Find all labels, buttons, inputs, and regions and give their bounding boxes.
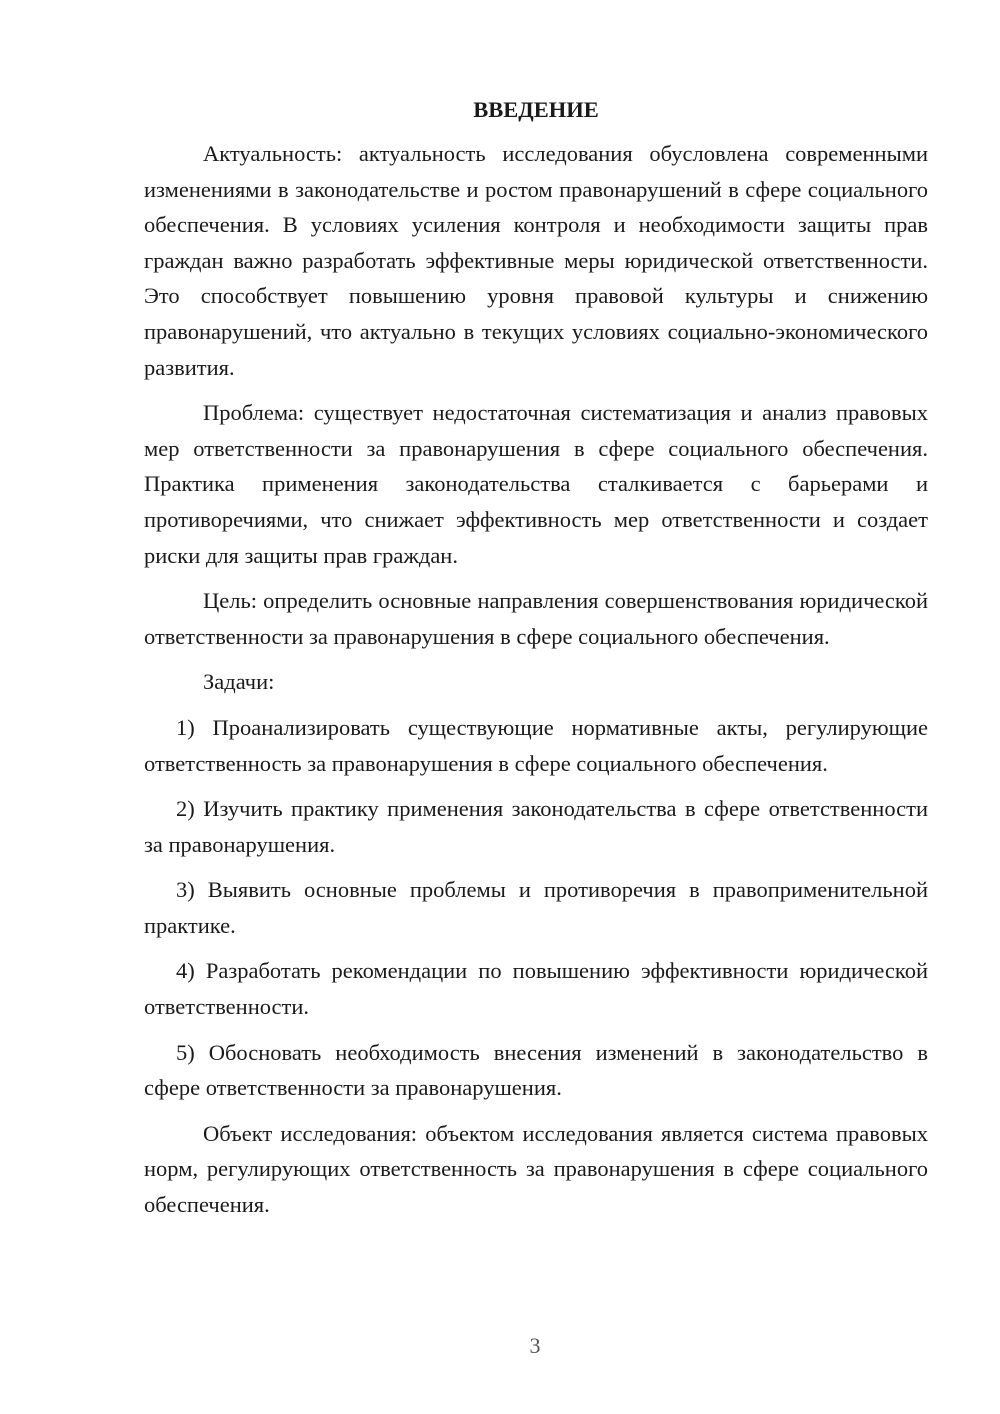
task-item-2: 2) Изучить практику применения законодательства в сфере ответственности за правонарушения. <box>144 796 928 857</box>
page-number: 3 <box>529 1333 541 1358</box>
task-item-1: 1) Проанализировать существующие нормативные акты, регулирующие ответственность за правонарушения в сфере социального обеспечения. <box>144 714 928 776</box>
relevance-paragraph: Актуальность: актуальность исследования обусловлена современными изменениями в законодательстве и ростом правонарушений в сфере социального обеспечения. В условиях усиления контроля и необходимости защиты прав граждан важно разработать эффективные меры юридической ответственности. Это способствует повышению уровня правовой культуры и снижению правонарушений, что актуально в текущих условиях социально-экономического развития. <box>144 141 928 380</box>
task-item-5: 5) Обосновать необходимость внесения изменений в законодательство в сфере ответственности за правонарушения. <box>144 1039 928 1101</box>
problem-paragraph: Проблема: существует недостаточная систематизация и анализ правовых мер ответственности за правонарушения в сфере социального обеспечения. Практика применения законодательства сталкивается с барьерами и противоречиями, что снижает эффективность мер ответственности и создает риски для защиты прав граждан. <box>144 400 928 568</box>
page-title: ВВЕДЕНИЕ <box>473 97 599 122</box>
object-paragraph: Объект исследования: объектом исследования является система правовых норм, регулирующих ответственность за правонарушения в сфере социального обеспечения. <box>144 1120 928 1218</box>
task-item-3: 3) Выявить основные проблемы и противоречия в правоприменительной практике. <box>144 877 928 938</box>
goal-paragraph: Цель: определить основные направления совершенствования юридической ответственности за правонарушения в сфере социального обеспечения. <box>144 588 928 649</box>
tasks-heading: Задачи: <box>203 669 275 695</box>
page-content <box>144 92 928 1233</box>
task-item-4: 4) Разработать рекомендации по повышению эффективности юридической ответственности. <box>144 958 928 1020</box>
